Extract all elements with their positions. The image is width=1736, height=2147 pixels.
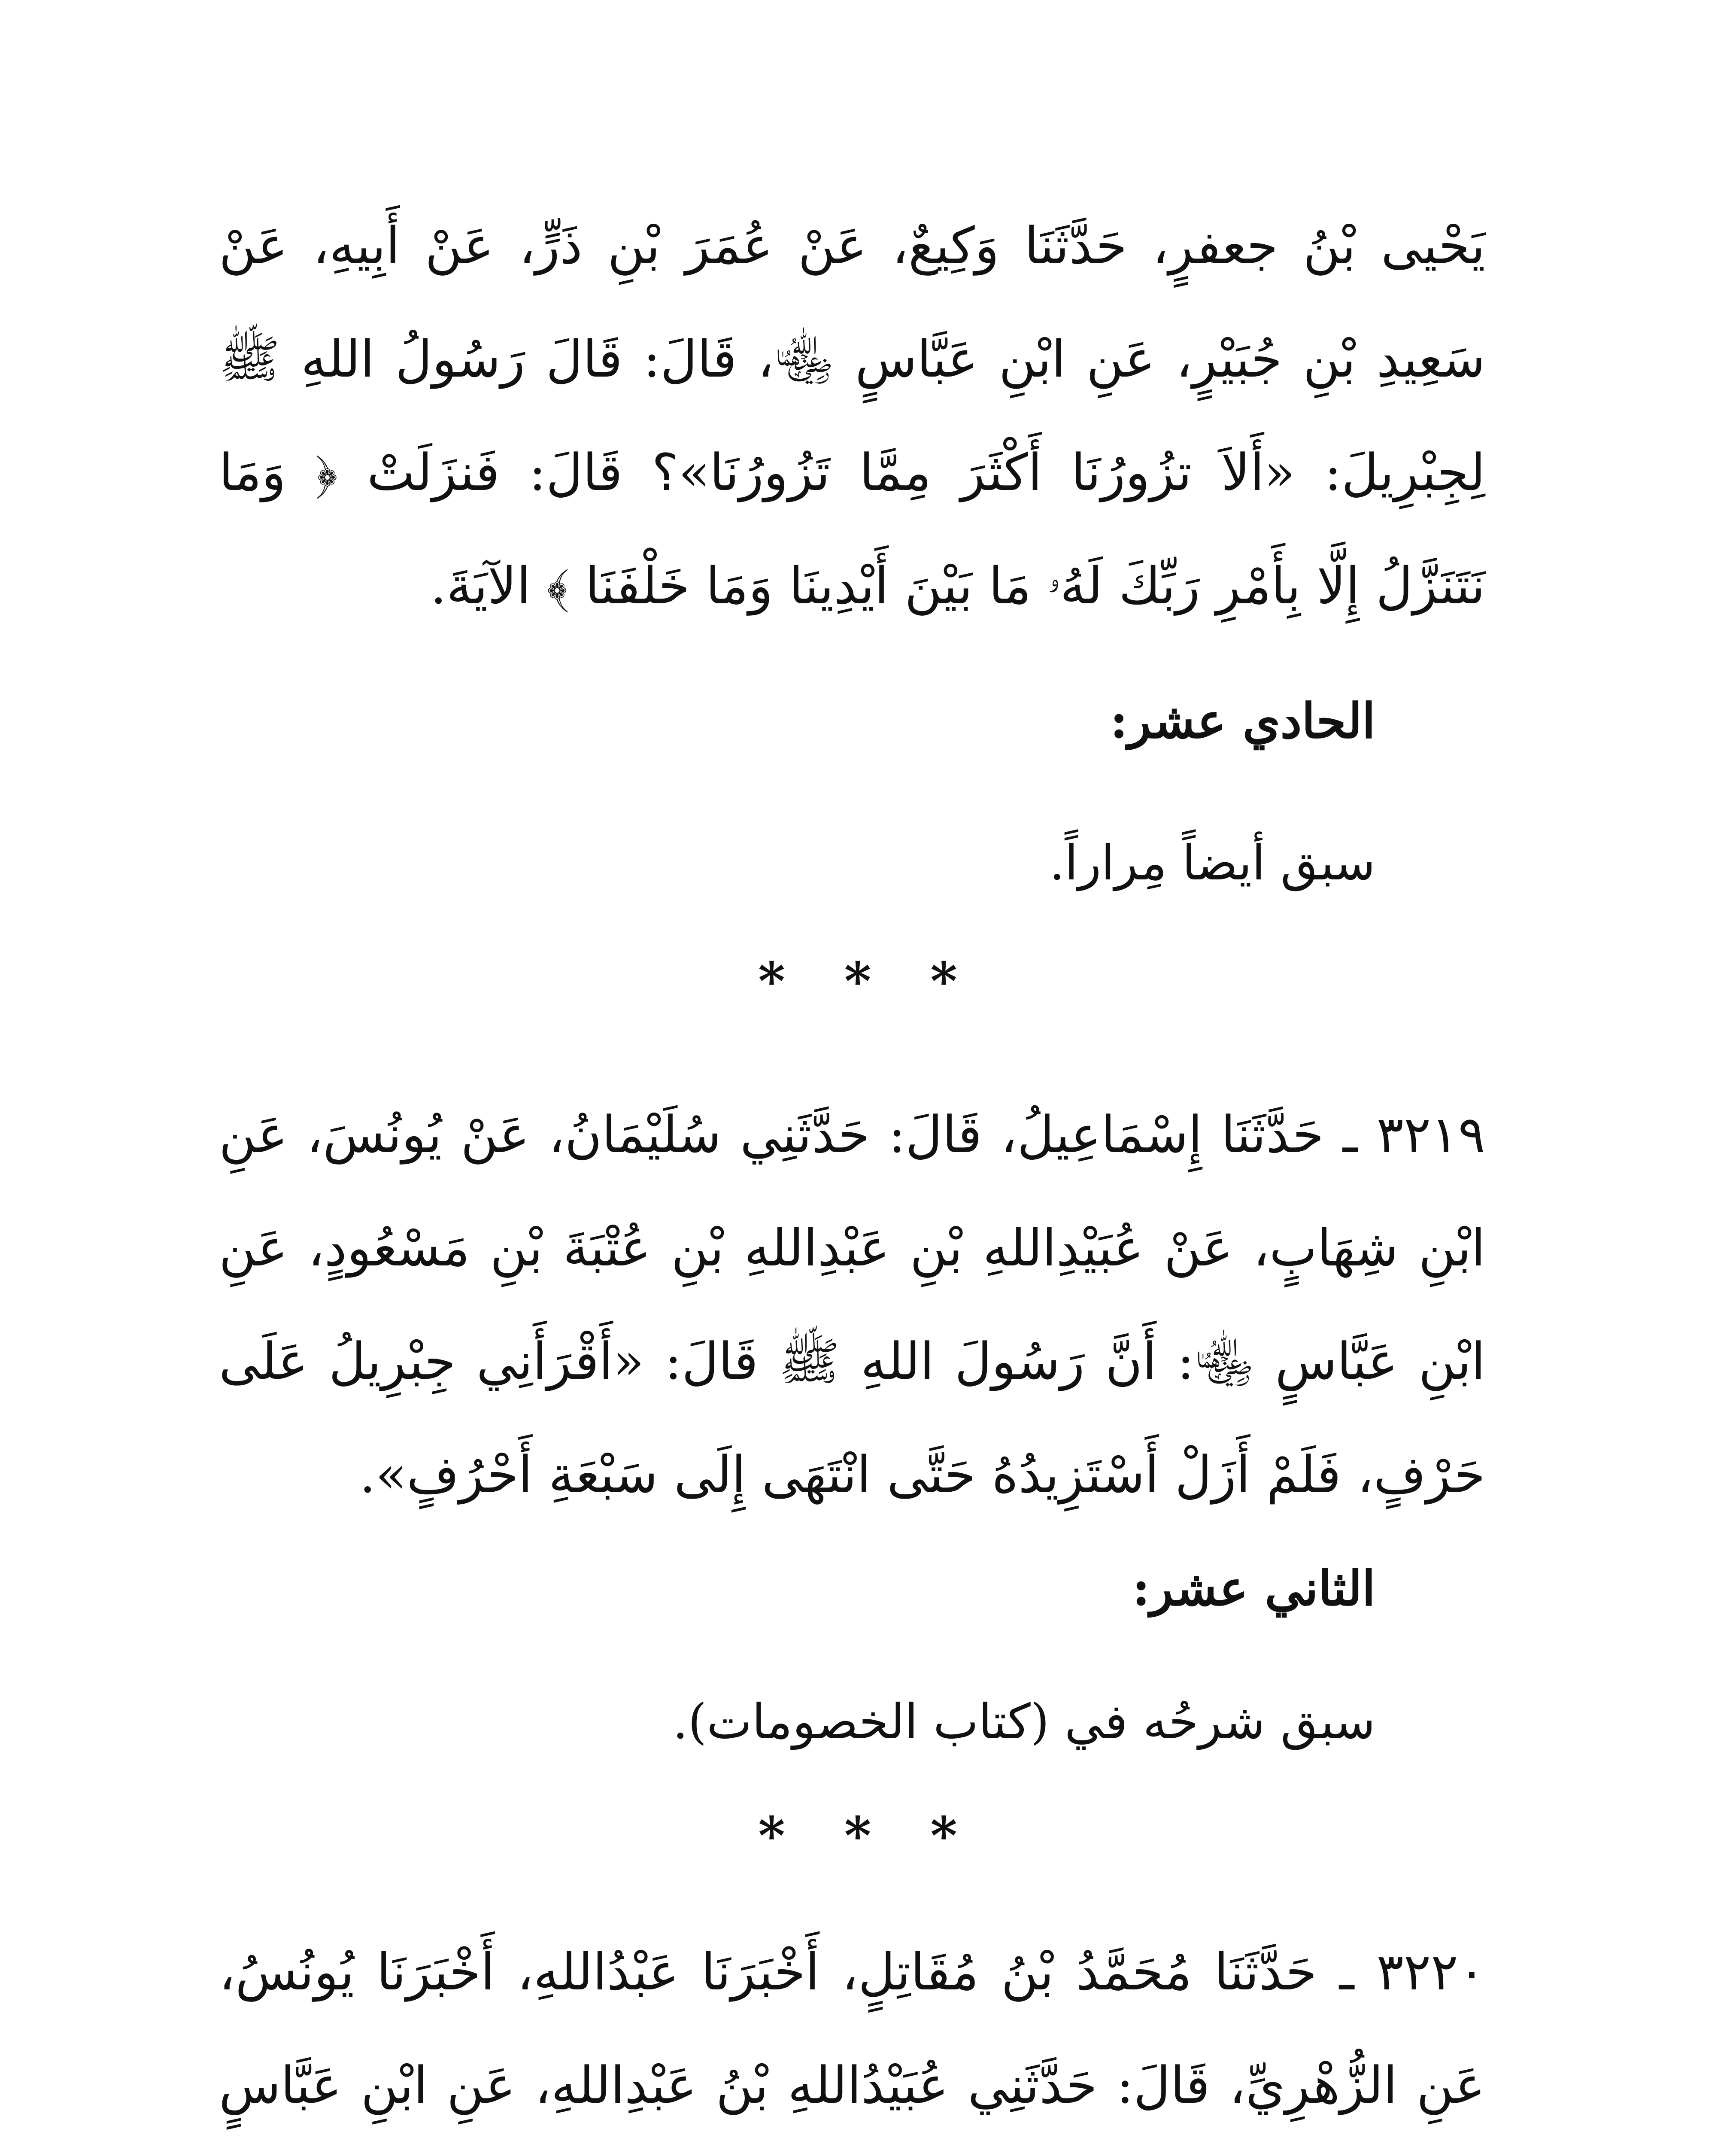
hadith-continuation-paragraph: يَحْيى بْنُ جعفرٍ، حَدَّثَنَا وَكِيعٌ، عَنْ عُمَرَ بْنِ ذَرٍّ، عَنْ أَبِيهِ، عَنْ سَعِيدِ بْنِ جُبَيْرٍ، عَنِ ابْنِ عَبَّاسٍ ﵄، قَالَ: قَالَ رَسُولُ اللهِ ﷺ لِجِبْرِيلَ: «أَلاَ تزُورُنَا أَكْثَرَ مِمَّا تَزُورُنَا»؟ قَالَ: فَنزَلَتْ ﴿ وَمَا نَتَنَزَّلُ إِلَّا بِأَمْرِ رَبِّكَ لَهُۥ مَا بَيْنَ أَيْدِينَا وَمَا خَلْفَنَا ﴾ الآيَةَ. xyxy=(219,216,1485,615)
section-note-eleventh: سبق أيضاً مِراراً. xyxy=(1049,835,1375,891)
section-heading-eleventh: الحادي عشر: xyxy=(1110,693,1375,749)
hadith-3220-paragraph: ٣٢٢٠ ـ حَدَّثَنَا مُحَمَّدُ بْنُ مُقَاتِلٍ، أَخْبَرَنَا عَبْدُاللهِ، أَخْبَرَنَا يُونُسُ، عَنِ الزُّهْرِيِّ، قَالَ: حَدَّثَنِي عُبَيْدُاللهِ بْنُ عَبْدِاللهِ، عَنِ ابْنِ عَبَّاسٍ xyxy=(219,1942,1485,2115)
hadith-3219-paragraph: ٣٢١٩ ـ حَدَّثَنَا إِسْمَاعِيلُ، قَالَ: حَدَّثَنِي سُلَيْمَانُ، عَنْ يُونُسَ، عَنِ ابْنِ شِهَابٍ، عَنْ عُبَيْدِاللهِ بْنِ عَبْدِاللهِ بْنِ عُتْبَةَ بْنِ مَسْعُودٍ، عَنِ ابْنِ عَبَّاسٍ ﵄: أَنَّ رَسُولَ اللهِ ﷺ قَالَ: «أَقْرَأَنِي جِبْرِيلُ عَلَى حَرْفٍ، فَلَمْ أَزَلْ أَسْتَزِيدُهُ حَتَّى انْتَهَى إِلَى سَبْعَةِ أَحْرُفٍ». xyxy=(219,1105,1485,1504)
asterisk-divider: * * * xyxy=(758,1806,978,1866)
asterisk-divider: * * * xyxy=(758,951,978,1012)
section-note-twelfth: سبق شرحُه في (كتاب الخصومات). xyxy=(672,1694,1375,1750)
section-heading-twelfth: الثاني عشر: xyxy=(1132,1560,1375,1617)
